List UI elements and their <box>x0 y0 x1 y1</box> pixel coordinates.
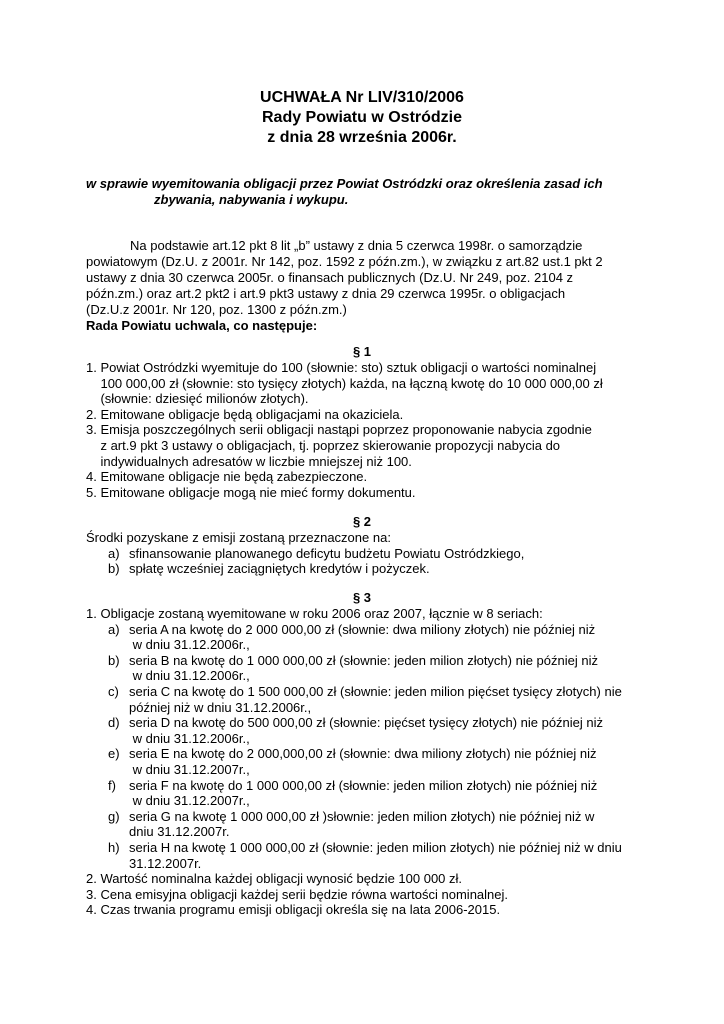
item-number: 5. <box>86 484 101 500</box>
series-line-2: w dniu 31.12.2006r., <box>129 637 250 653</box>
series-list <box>86 622 656 872</box>
series-item <box>86 653 656 684</box>
council-name: Rady Powiatu w Ostródzie <box>261 109 463 126</box>
list-item <box>86 561 656 577</box>
series-text <box>129 684 656 715</box>
series-text <box>129 840 656 871</box>
series-text <box>129 715 656 746</box>
item-text: Wartość nominalna każdej obligacji wynosić będzie 100 000 zł. <box>100 871 463 887</box>
series-line-2: w dniu 31.12.2006r., <box>129 730 250 746</box>
legal-basis <box>86 238 646 334</box>
series-label: f) <box>108 777 116 793</box>
section-2-intro: Środki pozyskane z emisji zostaną przeznaczone na: <box>86 530 391 545</box>
series-line-2: w dniu 31.12.2006r., <box>129 668 250 684</box>
item-text: Emisja poszczególnych serii obligacji nastąpi poprzez proponowanie nabycia zgodnie <box>100 422 592 438</box>
resolution-number: UCHWAŁA Nr LIV/310/2006 <box>260 89 464 106</box>
list-item <box>86 469 656 485</box>
series-label: g) <box>108 808 120 824</box>
series-label: a) <box>108 621 120 637</box>
item-label: a) <box>108 545 120 561</box>
subject-line-2: zbywania, nabywania i wykupu. <box>154 192 349 207</box>
section-2-heading: § 2 <box>352 514 372 529</box>
item-text: sfinansowanie planowanego deficytu budżetu Powiatu Ostródzkiego, <box>129 545 525 561</box>
item-number: 1. <box>86 606 101 621</box>
item-text-cont: z art.9 pkt 3 ustawy o obligacjach, tj. poprzez skierowanie propozycji nabycia do <box>100 437 561 453</box>
series-line-2: w dniu 31.12.2007r., <box>129 761 250 777</box>
item-number: 4. <box>86 469 101 485</box>
series-line-1: seria E na kwotę do 2 000,000,00 zł (słownie: dwa miliony złotych) nie później niż <box>129 746 597 762</box>
series-line-2: 31.12.2007r. <box>129 855 202 871</box>
legal-basis-line-4: późn.zm.) oraz art.2 pkt2 i art.9 pkt3 ustawy z dnia 29 czerwca 1995r. o obligacjach <box>86 286 566 301</box>
item-text-cont: indywidualnych adresatów w liczbie mniejszej niż 100. <box>100 453 412 469</box>
list-item <box>86 360 656 407</box>
item-text-cont: 100 000,00 zł (słownie: sto tysięcy złotych) każda, na łączną kwotę do 10 000 000,00 zł <box>100 375 603 391</box>
item-text: Emitowane obligacje będą obligacjami na okaziciela. <box>100 406 404 422</box>
item-number: 1. <box>86 360 101 375</box>
item-text-cont: (słownie: dziesięć milionów złotych). <box>100 391 309 407</box>
series-line-1: seria F na kwotę do 1 000 000,00 zł (słownie: jeden milion złotych) nie później niż <box>129 777 598 793</box>
item-number: 2. <box>86 871 101 887</box>
council-resolves: Rada Powiatu uchwala, co następuje: <box>86 318 318 333</box>
legal-basis-line-1: Na podstawie art.12 pkt 8 lit „b” ustawy z dnia 5 czerwca 1998r. o samorządzie <box>130 238 583 253</box>
section-3-heading: § 3 <box>352 590 372 605</box>
item-text: Emitowane obligacje mogą nie mieć formy dokumentu. <box>100 484 416 500</box>
item-number: 3. <box>86 422 101 438</box>
series-text <box>129 778 656 809</box>
subject-line-1: w sprawie wyemitowania obligacji przez Powiat Ostródzki oraz określenia zasad ich <box>86 176 603 191</box>
list-item <box>86 887 656 903</box>
series-text <box>129 809 656 840</box>
item-text: Powiat Ostródzki wyemituje do 100 (słownie: sto) sztuk obligacji o wartości nominalnej <box>100 360 597 375</box>
list-item <box>86 546 656 562</box>
series-text <box>129 653 656 684</box>
series-label: e) <box>108 746 120 762</box>
legal-basis-line-3: ustawy z dnia 30 czerwca 2005r. o finansach publicznych (Dz.U. Nr 249, poz. 2104 z <box>86 270 574 285</box>
series-item <box>86 778 656 809</box>
item-number: 2. <box>86 406 101 422</box>
series-text <box>129 622 656 653</box>
section-3-list <box>86 606 656 918</box>
series-label: d) <box>108 715 120 731</box>
series-label: c) <box>108 683 119 699</box>
series-line-2: dniu 31.12.2007r. <box>129 824 230 840</box>
item-number: 4. <box>86 902 101 918</box>
list-item <box>86 407 656 423</box>
series-line-1: seria C na kwotę do 1 500 000,00 zł (słownie: jeden milion pięćset tysięcy złotych) nie <box>129 683 622 699</box>
list-item <box>86 485 656 501</box>
series-text <box>129 746 656 777</box>
series-label: b) <box>108 652 120 668</box>
list-item <box>86 871 656 887</box>
series-line-1: seria D na kwotę do 500 000,00 zł (słownie: pięćset tysięcy złotych) nie później niż <box>129 715 604 731</box>
series-line-1: seria B na kwotę do 1 000 000,00 zł (słownie: jeden milion złotych) nie później niż <box>129 652 598 668</box>
series-item <box>86 809 656 840</box>
item-text: Cena emisyjna obligacji każdej serii będzie równa wartości nominalnej. <box>100 886 509 902</box>
list-item <box>86 606 656 622</box>
resolution-date: z dnia 28 września 2006r. <box>267 129 457 146</box>
legal-basis-line-2: powiatowym (Dz.U. z 2001r. Nr 142, poz. 1592 z późn.zm.), w związku z art.82 ust.1 pkt 2 <box>86 254 603 269</box>
series-line-2: w dniu 31.12.2007r., <box>129 793 250 809</box>
series-item <box>86 746 656 777</box>
list-item <box>86 902 656 918</box>
series-item <box>86 684 656 715</box>
section-2-list <box>86 530 656 577</box>
item-text: Czas trwania programu emisji obligacji określa się na lata 2006-2015. <box>100 902 501 918</box>
section-1-list <box>86 360 656 500</box>
item-number: 3. <box>86 886 101 902</box>
series-item <box>86 622 656 653</box>
list-item <box>86 422 656 469</box>
resolution-subject <box>86 176 676 208</box>
series-line-1: seria H na kwotę 1 000 000,00 zł (słownie: jeden milion złotych) nie później niż w dniu <box>129 839 622 855</box>
series-item <box>86 715 656 746</box>
item-text: Obligacje zostaną wyemitowane w roku 2006 oraz 2007, łącznie w 8 seriach: <box>100 606 543 621</box>
item-text: spłatę wcześniej zaciągniętych kredytów i pożyczek. <box>129 561 430 577</box>
series-label: h) <box>108 839 120 855</box>
legal-basis-line-5: (Dz.U.z 2001r. Nr 120, poz. 1300 z późn.zm.) <box>86 302 347 317</box>
series-line-1: seria A na kwotę do 2 000 000,00 zł (słownie: dwa miliony złotych) nie później niż <box>129 621 596 637</box>
series-line-1: seria G na kwotę 1 000 000,00 zł )słownie: jeden milion złotych) nie później niż w <box>129 808 595 824</box>
series-line-2: później niż w dniu 31.12.2006r., <box>129 699 312 715</box>
section-1-heading: § 1 <box>352 344 372 359</box>
series-item <box>86 840 656 871</box>
item-label: b) <box>108 561 120 577</box>
item-text: Emitowane obligacje nie będą zabezpieczone. <box>100 469 368 485</box>
